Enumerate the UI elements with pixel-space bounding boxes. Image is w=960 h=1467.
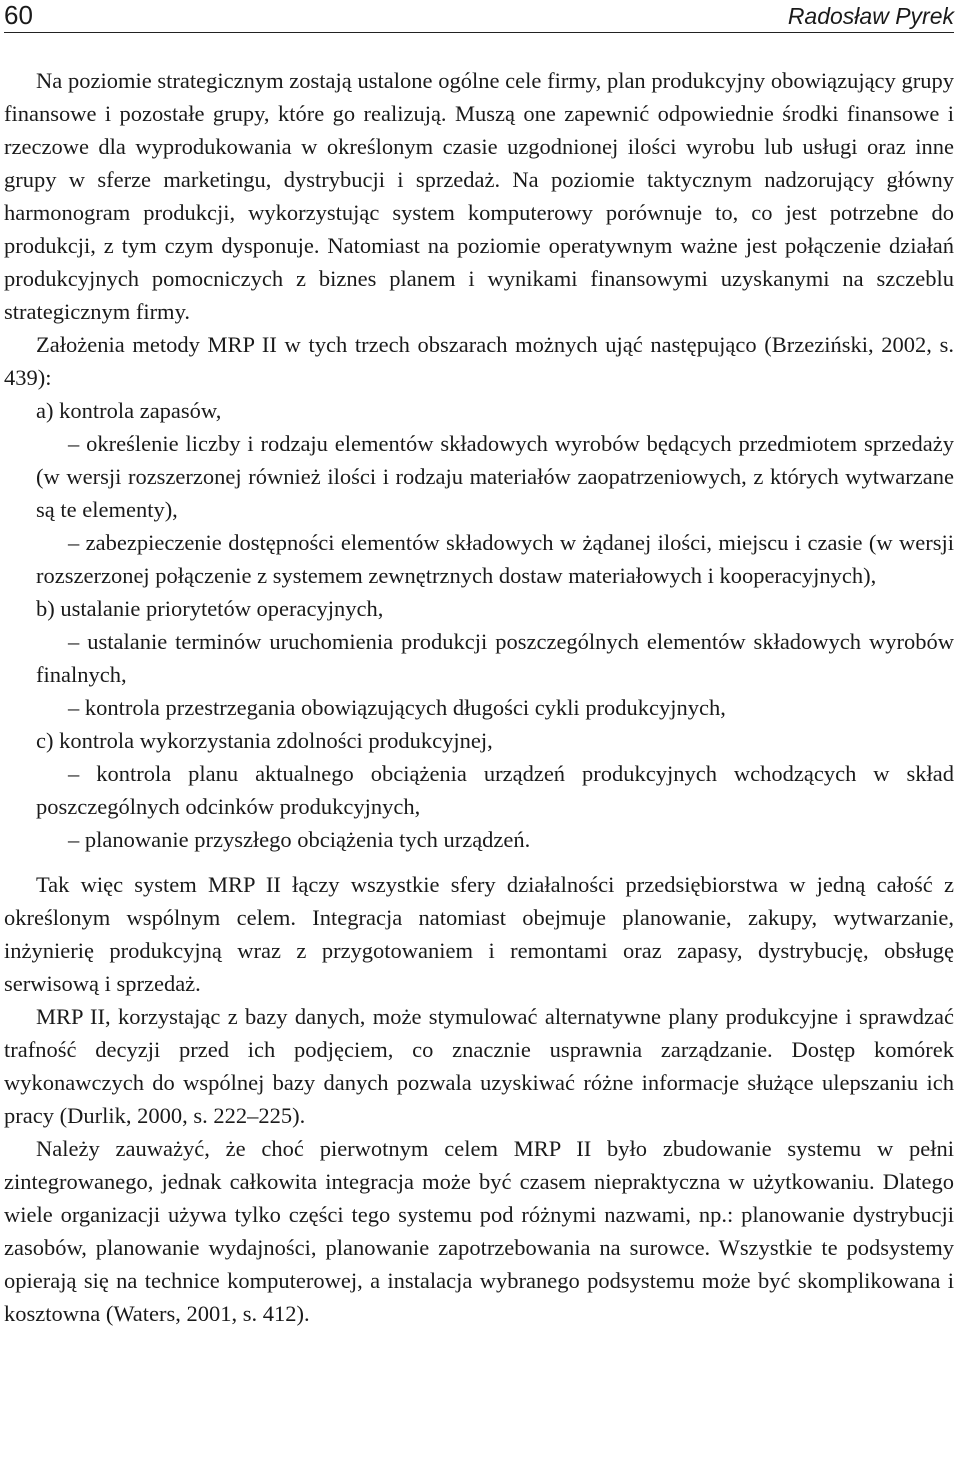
running-head-author: Radosław Pyrek [787, 3, 954, 29]
list-subitem-a2: – zabezpieczenie dostępności elementów składowych w żądanej ilości, miejscu i czasie (w wersji rozszerzonej połączenie z systemem zewnętrznych dostaw materiałowych i kooperacyjnych), [36, 530, 954, 588]
paragraph-database: MRP II, korzystając z bazy danych, może stymulować alternatywne plany produkcyjne i sprawdzać trafność decyzji przed ich podjęciem, co znacznie usprawnia zarządzanie. Dostęp komórek wykonawczych do wspólnej bazy danych pozwala uzyskiwać różne informacje służące ulepszaniu ich pracy (Durlik, 2000, s. 222–225). [4, 1004, 954, 1128]
body-text [4, 64, 954, 1330]
list-item-a: a) kontrola zapasów, [36, 398, 222, 423]
list-subitem-c1: – kontrola planu aktualnego obciążenia urządzeń produkcyjnych wchodzących w skład poszczególnych odcinków produkcyjnych, [36, 761, 954, 819]
list-item-c: c) kontrola wykorzystania zdolności produkcyjnej, [36, 728, 493, 753]
paragraph-subsystems: Należy zauważyć, że choć pierwotnym celem MRP II było zbudowanie systemu w pełni zintegrowanego, jednak całkowita integracja może być czasem niepraktyczna w użytkowaniu. Dlatego wiele organizacji używa tylko części tego systemu pod różnymi nazwami, np.: planowanie dystrybucji zasobów, planowanie wydajności, planowanie zapotrzebowania na surowce. Wszystkie te podsystemy opierają się na technice komputerowej, a instalacja wybranego podsystemu może być skomplikowana i kosztowna (Waters, 2001, s. 412). [4, 1136, 954, 1326]
page-header [4, 0, 954, 33]
list-subitem-b2: – kontrola przestrzegania obowiązujących długości cykli produkcyjnych, [68, 695, 726, 720]
paragraph-integration: Tak więc system MRP II łączy wszystkie sfery działalności przedsiębiorstwa w jedną całość z określonym wspólnym celem. Integracja natomiast obejmuje planowanie, zakupy, wytwarzanie, inżynierię produkcyjną wraz z przygotowaniem i remontami oraz zapasy, dystrybucję, obsługę serwisową i sprzedaż. [4, 872, 954, 996]
page-number: 60 [4, 0, 33, 30]
paragraph-levels: Na poziomie strategicznym zostają ustalone ogólne cele firmy, plan produkcyjny obowiązujący grupy finansowe i pozostałe grupy, które go realizują. Muszą one zapewnić odpowiednie środki finansowe i rzeczowe dla wyprodukowania w określonym czasie uzgodnionej ilości wyrobu lub usługi oraz inne grupy w sferze marketingu, dystrybucji i sprzedaż. Na poziomie taktycznym nadzorujący główny harmonogram produkcji, wykorzystując system komputerowy porównuje to, co jest potrzebne do produkcji, z tym czym dysponuje. Natomiast na poziomie operatywnym ważne jest połączenie działań produkcyjnych pomocniczych z biznes planem i wynikami finansowymi uzyskanymi na szczeblu strategicznym firmy. [4, 68, 954, 324]
paragraph-mrp-assumptions: Założenia metody MRP II w tych trzech obszarach możnych ująć następująco (Brzeziński, 2002, s. 439): [4, 332, 954, 390]
list-item-b: b) ustalanie priorytetów operacyjnych, [36, 596, 384, 621]
list-subitem-a1: – określenie liczby i rodzaju elementów składowych wyrobów będących przedmiotem sprzedaży (w wersji rozszerzonej również ilości i rodzaju materiałów zaopatrzeniowych, z których wytwarzane są te elementy), [36, 431, 954, 522]
list-subitem-c2: – planowanie przyszłego obciążenia tych urządzeń. [68, 827, 531, 852]
list-subitem-b1: – ustalanie terminów uruchomienia produkcji poszczególnych elementów składowych wyrobów finalnych, [36, 629, 954, 687]
